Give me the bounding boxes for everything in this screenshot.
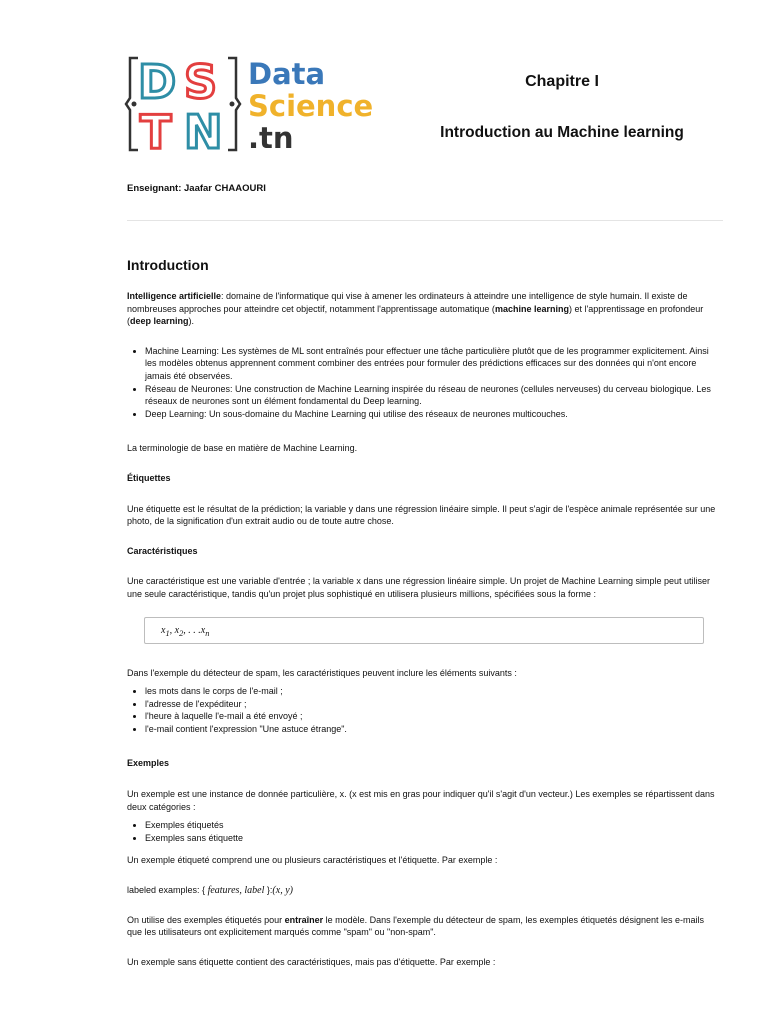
- list-item: • Réseau de Neurones: Une construction de Machine Learning inspirée du réseau de neurones (cellules nerveuses) du cerveau biologique. Les réseaux de neurones sont un élément fondamental du Deep learning.: [145, 383, 721, 408]
- list-item: • l'heure à laquelle l'e-mail a été envoyé ;: [145, 710, 721, 723]
- list-item: • Exemples sans étiquette: [145, 832, 721, 845]
- terminology-paragraph: La terminologie de base en matière de Machine Learning.: [127, 443, 358, 454]
- chapter-label: Chapitre I: [525, 73, 599, 90]
- labeled-math-pair: (x, y): [272, 885, 293, 897]
- formula-x2: x: [174, 624, 180, 636]
- labeled-intro-paragraph: Un exemple étiqueté comprend une ou plusieurs caractéristiques et l'étiquette. Par exemple :: [127, 855, 498, 866]
- list-item: • les mots dans le corps de l'e-mail ;: [145, 685, 721, 698]
- list-item: • l'adresse de l'expéditeur ;: [145, 698, 721, 711]
- examples-heading: Exemples: [127, 758, 170, 769]
- list-item: • Machine Learning: Les systèmes de ML sont entraînés pour effectuer une tâche particulière plutôt que de les programmer explicitement. Ainsi les modèles obtenus apprennent comment combiner des entrées pour formuler des prédictions efficaces sur des données qui n'ont encore jamais été observées.: [145, 345, 721, 383]
- logo-letter-n: N: [184, 105, 223, 156]
- formula-sep-2: ,: [183, 624, 189, 636]
- features-paragraph: Une caractéristique est une variable d'entrée ; la variable x dans une régression linéaire simple. Un projet de Machine Learning simple peut utiliser une seule caractéristique, tandis qu'un projet plus sophistiqué en utilisera plusieurs millions, spécifiées sous la forme :: [127, 576, 711, 599]
- labeled-math-set: features, label: [205, 885, 267, 897]
- term-dl: deep learning: [130, 316, 189, 327]
- intro-text-3: ).: [188, 316, 195, 327]
- formula-dots: . . .: [188, 624, 201, 636]
- examples-paragraph: Un exemple est une instance de donnée particulière, x. (x est mis en gras pour indiquer qu'il s'agit d'un vecteur.) Les exemples se répartissent dans deux catégories :: [127, 789, 715, 812]
- term-train: entraîner: [284, 914, 324, 925]
- training-text-2: le modèle. Dans l'exemple du détecteur de spam, les exemples étiquetés désignent les e-mails que les utilisateurs ont explicitement marqués comme "spam" ou "non-spam".: [127, 914, 705, 938]
- training-paragraph: [127, 914, 721, 939]
- labeled-prefix: labeled examples: {: [127, 885, 206, 896]
- header-divider: [127, 220, 723, 221]
- formula-sep-1: ,: [169, 624, 175, 636]
- training-text-1: On utilise des exemples étiquetés pour: [127, 914, 285, 925]
- main-content: [127, 256, 721, 985]
- logo-letter-t: T: [140, 105, 172, 156]
- labeled-sep: }:: [266, 885, 273, 896]
- formula-xn: x: [200, 624, 206, 636]
- example-types-list: [127, 819, 721, 844]
- formula-sub-n: n: [205, 628, 210, 638]
- features-formula-box: [144, 617, 704, 644]
- spam-intro-paragraph: Dans l'exemple du détecteur de spam, les caractéristiques peuvent inclure les éléments suivants :: [127, 667, 517, 678]
- teacher-name: Enseignant: Jaafar CHAAOURI: [127, 183, 266, 194]
- logo-word-tn: .tn: [248, 121, 294, 155]
- formula-x1: x: [161, 624, 166, 636]
- intro-text-1: : domaine de l'informatique qui vise à amener les ordinateurs à atteindre une intelligence de style humain. Il existe de nombreuses approches pour atteindre cet objectif, notamment l'apprentissage automatique (: [127, 291, 688, 314]
- formula-sub-1: 1: [165, 628, 170, 638]
- list-item: • Deep Learning: Un sous-domaine du Machine Learning qui utilise des réseaux de neurones multicouches.: [145, 408, 721, 421]
- datascience-tn-logo: [124, 52, 382, 156]
- list-item: • Exemples étiquetés: [145, 819, 721, 832]
- features-heading: Caractéristiques: [127, 545, 198, 556]
- formula-sub-2: 2: [179, 628, 184, 638]
- intro-paragraph: [127, 290, 721, 328]
- labeled-example-line: [127, 884, 721, 898]
- logo-letter-s: S: [184, 55, 218, 109]
- labels-heading: Étiquettes: [127, 472, 171, 483]
- intro-heading: Introduction: [127, 257, 209, 273]
- logo-word-science: Science: [248, 89, 374, 123]
- logo-letter-d: D: [138, 55, 177, 109]
- logo-word-data: Data: [248, 57, 326, 91]
- spam-features-list: [127, 685, 721, 735]
- labels-paragraph: Une étiquette est le résultat de la prédiction; la variable y dans une régression linéaire simple. Il peut s'agir de l'espèce animale représentée sur une photo, de la signification d'un extrait audio ou de toute autre chose.: [127, 503, 716, 527]
- unlabeled-intro-paragraph: Un exemple sans étiquette contient des caractéristiques, mais pas d'étiquette. Par exemple :: [127, 956, 496, 967]
- term-ml: machine learning: [494, 303, 569, 314]
- list-item: • l'e-mail contient l'expression "Une astuce étrange".: [145, 723, 721, 736]
- intro-text-2: ) et l'apprentissage en profondeur (: [127, 303, 704, 327]
- term-ai: Intelligence artificielle: [127, 291, 222, 301]
- definitions-list: [127, 345, 721, 421]
- document-title: Introduction au Machine learning: [440, 124, 684, 141]
